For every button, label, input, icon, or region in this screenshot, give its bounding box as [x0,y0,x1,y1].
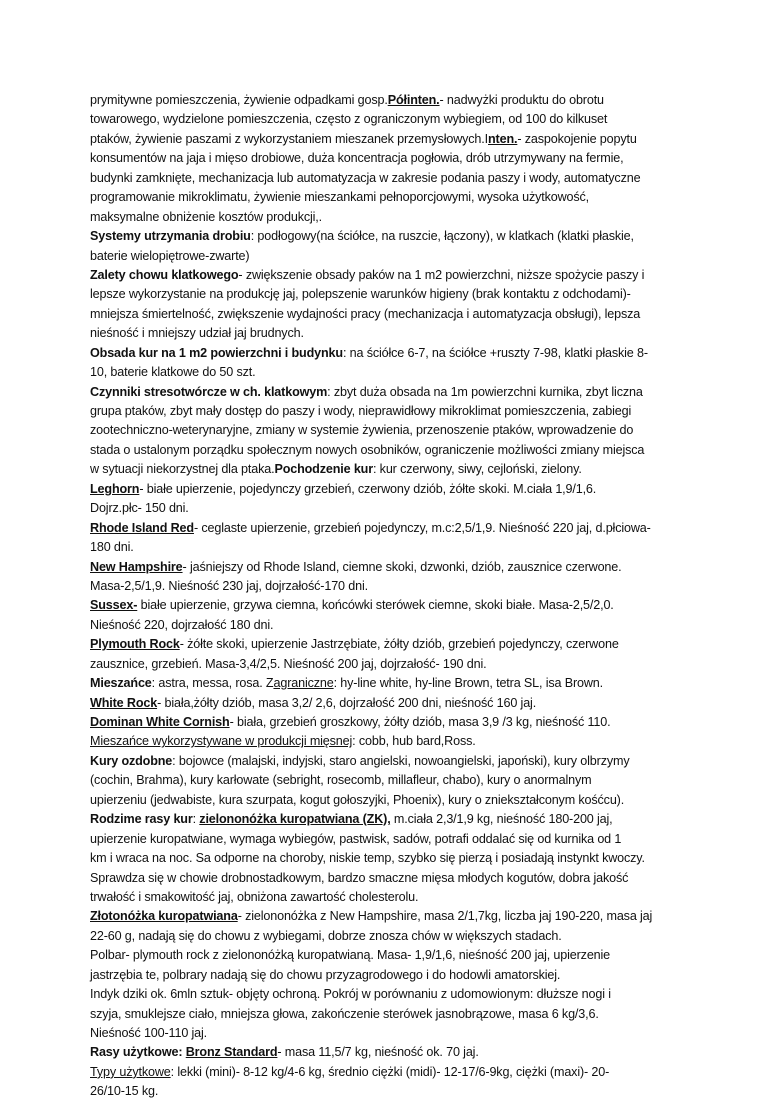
text-line [90,791,690,810]
text-line [90,907,690,926]
text-line [90,732,690,751]
heading-term: Rasy użytkowe: [90,1045,186,1060]
text-line [90,635,690,654]
text-line [90,519,690,538]
underlined-term: agraniczne [273,676,334,691]
text-segment: 26/10-15 kg. [90,1084,159,1099]
text-segment: - masa 11,5/7 kg, nieśność ok. 70 jaj. [277,1045,479,1060]
text-segment: maksymalne obniżenie kosztów produkcji,. [90,209,322,224]
text-line [90,869,690,888]
text-segment: w sytuacji niekorzystnej dla ptaka. [90,462,275,477]
text-segment: - zwiększenie obsady paków na 1 m2 powierzchni, niższe spożycie paszy i [238,267,645,282]
text-line [90,1063,690,1082]
text-line [90,344,690,363]
text-line [90,130,690,149]
heading-term: Plymouth Rock [90,637,180,652]
text-line [90,480,690,499]
heading-term: Półinten. [387,93,440,107]
text-line [90,324,690,343]
heading-term: nten. [488,131,518,146]
text-segment: ptaków, żywienie paszami z wykorzystaniem mieszanek przemysłowych.I [90,131,488,146]
text-segment: : kur czerwony, siwy, cejloński, zielony. [372,462,582,477]
text-line [90,616,690,635]
text-line [90,305,690,324]
text-segment: Sprawdza się w chowie drobnostadkowym, bardzo smaczne mięsa młodych kogutów, dobra jakość [90,870,629,885]
text-line [90,1043,690,1062]
text-segment: - nadwyżki produktu do obrotu [439,93,604,107]
text-segment: programowanie mikroklimatu, żywienie mieszankami pełnoporcjowymi, wysoka użytkowość, [90,190,590,205]
text-segment: : lekki (mini)- 8-12 kg/4-6 kg, średnio ciężki (midi)- 12-17/6-9kg, ciężki (maxi)- 20- [170,1064,610,1079]
text-line [90,1082,690,1101]
text-line [90,577,690,596]
text-segment: Dojrz.płc- 150 dni. [90,501,189,516]
text-segment: grupa ptaków, zbyt mały dostęp do paszy i wody, nieprawidłowy mikroklimat pomieszczenia, zabiegi [90,404,632,418]
text-segment: - białe upierzenie, pojedynczy grzebień, czerwony dziób, żółte skoki. M.ciała 1,9/1,6. [139,481,597,496]
text-line [90,966,690,985]
heading-term: Pochodzenie kur [274,462,373,477]
text-segment: - ceglaste upierzenie, grzebień pojedynczy, m.c:2,5/1,9. Nieśność 220 jaj, d.płciowa- [193,520,651,535]
text-segment: nieśność i mniejszy udział jaj brudnych. [90,326,304,341]
heading-term: Złotonóżka kuropatwiana [90,909,238,924]
text-line [90,499,690,518]
text-line [90,247,690,266]
heading-term: Obsada kur na 1 m2 powierzchni i budynku [90,345,343,360]
text-segment: - zielononóżka z New Hampshire, masa 2/1,7kg, liczba jaj 190-220, masa jaj [237,909,653,924]
text-line [90,674,690,693]
text-segment: baterie wielopiętrowe-zwarte) [90,248,250,263]
text-segment: Nieśność 220, dojrzałość 180 dni. [90,617,274,632]
text-line [90,538,690,557]
text-segment: : na ściółce 6-7, na ściółce +ruszty 7-98, klatki płaskie 8- [342,345,648,360]
text-line [90,694,690,713]
underlined-term: Typy użytkowe [90,1064,171,1079]
heading-term: Rhode Island Red [90,520,194,535]
heading-term: Zalety chowu klatkowego [90,267,239,282]
text-line [90,655,690,674]
text-line [90,266,690,285]
text-segment: jastrzębia te, polbrary nadają się do chowu przyzagrodowego i do hodowli amatorskiej. [90,967,561,982]
text-line [90,208,690,227]
text-segment: zootechniczno-weterynaryjne, zmiany w systemie żywienia, przenoszenie ptaków, wprowadzenie do [90,423,634,438]
text-segment: trwałość i smakowitość jaj, obniżona zawartość cholesterolu. [90,889,419,904]
text-segment: - jaśniejszy od Rhode Island, ciemne skoki, dzwonki, dziób, zausznice czerwone. [182,559,622,574]
text-segment: szyja, smuklejsze ciało, mniejsza głowa, zakończenie sterówek jasnobrązowe, masa 6 kg/3,6. [90,1006,599,1021]
text-line [90,946,690,965]
heading-term: Bronz Standard [185,1045,278,1060]
text-segment: stada o ustalonym porządku społecznym nowych osobników, ograniczenie możliwości zmiany miejsca [90,442,645,457]
text-segment: Polbar- plymouth rock z zielononóżką kuropatwianą. Masa- 1,9/1,6, nieśność 200 jaj, upierzenie [90,948,611,963]
text-segment: towarowego, wydzielone pomieszczenia, często z ograniczonym wybiegiem, od 100 do kilkuset [90,112,608,127]
text-line [90,558,690,577]
text-line [90,771,690,790]
text-line [90,149,690,168]
text-line [90,460,690,479]
text-line [90,110,690,129]
text-line [90,188,690,207]
text-line [90,985,690,1004]
text-segment: Masa-2,5/1,9. Nieśność 230 jaj, dojrzałość-170 dni. [90,578,368,593]
heading-term: Dominan White Cornish [90,715,230,729]
text-segment: - biała, grzebień groszkowy, żółty dziób, masa 3,9 /3 kg, nieśność 110. [229,715,611,729]
text-line [90,927,690,946]
heading-term: Czynniki stresotwórcze w ch. klatkowym [90,384,328,399]
text-segment: budynki zamknięte, mechanizacja lub automatyzacja w zakresie podania paszy i wody, automatyczne [90,170,641,185]
text-segment: : podłogowy(na ściółce, na ruszcie, łączony), w klatkach (klatki płaskie, [250,229,634,244]
text-segment: : bojowce (malajski, indyjski, staro angielski, nowoangielski, japoński), kury olbrzymy [172,753,630,768]
text-segment: lepsze wykorzystanie na produkcję jaj, polepszenie warunków higieny (brak kontaktu z odchodami)- [90,287,631,302]
text-line [90,383,690,402]
text-segment: : [192,812,200,827]
text-line [90,363,690,382]
text-segment: - zaspokojenie popytu [517,131,637,146]
text-line [90,830,690,849]
text-line [90,402,690,421]
text-segment: Nieśność 100-110 jaj. [90,1026,208,1040]
text-line [90,752,690,771]
text-line [90,849,690,868]
text-line [90,888,690,907]
text-segment: upierzeniu (jedwabiste, kura szurpata, kogut gołoszyjki, Phoenix), kury o zniekształconym kośćcu). [90,792,625,807]
text-segment: km i wraca na noc. Sa odporne na choroby, niskie temp, szybko się pierzą i posiadają instynkt kwoczy. [90,851,645,866]
text-segment: (cochin, Brahma), kury karłowate (sebright, rosecomb, millafleur, chabo), kury o anormalnym [90,773,592,788]
text-line [90,810,690,829]
underlined-term: Mieszańce wykorzystywane w produkcji mięsnej [90,734,353,749]
text-line [90,91,690,110]
text-segment: - żółte skoki, upierzenie Jastrzębiate, żółty dziób, grzebień pojedynczy, czerwone [179,637,619,652]
text-line [90,441,690,460]
text-segment: 10, baterie klatkowe do 50 szt. [90,365,256,380]
text-segment: 180 dni. [90,540,134,555]
text-segment: białe upierzenie, grzywa ciemna, końcówki sterówek ciemne, skoki białe. Masa-2,5/2,0. [137,598,614,613]
text-segment: upierzenie kuropatwiane, wymaga wybiegów, pastwisk, sadów, potrafi oddalać się od kurnika od 1 [90,831,622,846]
heading-term: New Hampshire [90,559,183,574]
text-line [90,285,690,304]
text-segment: Indyk dziki ok. 6mln sztuk- objęty ochroną. Pokrój w porównaniu z udomowionym: dłuższe nogi i [90,987,611,1002]
text-line [90,713,690,732]
text-segment: konsumentów na jaja i mięso drobiowe, duża koncentracja pogłowia, drób utrzymywany na fermie, [90,151,624,166]
heading-term: Systemy utrzymania drobiu [90,229,251,244]
heading-term: zielononóżka kuropatwiana (ZK), [199,812,391,827]
heading-term: Rodzime rasy kur [90,812,193,827]
document-page-text [90,91,690,1102]
text-segment: : cobb, hub bard,Ross. [352,734,476,749]
text-segment: : zbyt duża obsada na 1m powierzchni kurnika, zbyt liczna [327,384,643,399]
heading-term: Kury ozdobne [90,753,173,768]
text-segment: : hy-line white, hy-line Brown, tetra SL, isa Brown. [333,676,603,691]
heading-term: White Rock [90,695,158,710]
heading-term: Sussex- [90,598,138,613]
text-line [90,169,690,188]
text-line [90,1005,690,1024]
text-line [90,1024,690,1043]
text-line [90,227,690,246]
text-line [90,421,690,440]
text-segment: - biała,żółty dziób, masa 3,2/ 2,6, dojrzałość 200 dni, nieśność 160 jaj. [157,695,537,710]
text-segment: : astra, messa, rosa. Z [151,676,274,691]
text-segment: mniejsza śmiertelność, zwiększenie wydajności pracy (mechanizacja i automatyzacja obsługi), lepsza [90,306,641,321]
text-segment: m.ciała 2,3/1,9 kg, nieśność 180-200 jaj, [390,812,613,827]
text-segment: prymitywne pomieszczenia, żywienie odpadkami gosp. [90,93,388,107]
text-segment: 22-60 g, nadają się do chowu z wybiegami, dobrze znosza chów w większych stadach. [90,928,562,943]
text-segment: zausznice, grzebień. Masa-3,4/2,5. Nieśność 200 jaj, dojrzałość- 190 dni. [90,656,487,671]
heading-term: Leghorn [90,481,140,496]
text-line [90,596,690,615]
heading-term: Mieszańce [90,676,152,691]
